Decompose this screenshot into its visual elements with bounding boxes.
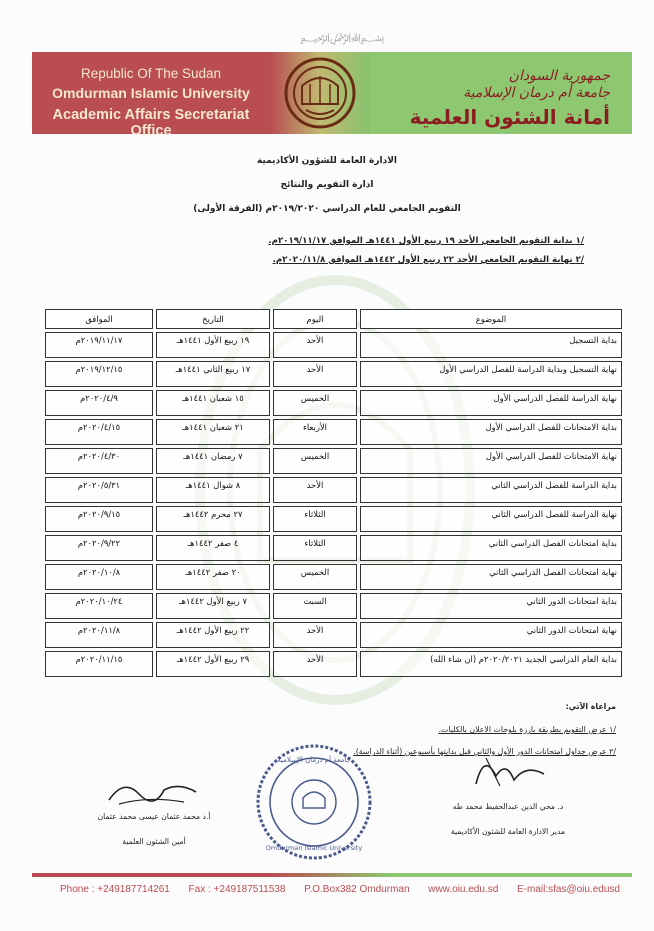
- cell-gregorian-date: ٢٠٢٠/٥/٣١م: [45, 477, 153, 503]
- signatory-name-right: د. محي الدين عبدالحفيظ محمد طه: [452, 802, 564, 811]
- cell-subject: نهاية امتحانات الدور الثاني: [360, 622, 622, 648]
- table-row: [45, 419, 622, 445]
- cell-gregorian-date: ٢٠٢٠/٤/٩م: [45, 390, 153, 416]
- republic-label-ar: جمهورية السودان: [508, 68, 610, 84]
- cell-subject: بداية الامتحانات للفصل الدراسي الأول: [360, 419, 622, 445]
- document-titles: [0, 156, 654, 224]
- cell-hijri-date: ٧ رمضان ١٤٤١هـ: [156, 448, 270, 474]
- university-emblem-icon: [282, 56, 358, 130]
- signatory-title-left: أمين الشئون العلمية: [122, 837, 186, 846]
- table-row: [45, 332, 622, 358]
- office-label-ar: أمانة الشئون العلمية: [409, 105, 610, 129]
- university-label-ar: جامعة أم درمان الإسلامية: [463, 85, 610, 101]
- cell-hijri-date: ٨ شوال ١٤٤١هـ: [156, 477, 270, 503]
- cell-subject: بداية امتحانات الفصل الدراسي الثاني: [360, 535, 622, 561]
- administration-title: الادارة العامة للشؤون الأكاديمية: [256, 156, 398, 166]
- table-row: [45, 535, 622, 561]
- table-row: [45, 448, 622, 474]
- letterhead: [32, 52, 632, 139]
- cell-gregorian-date: ٢٠٢٠/١٠/٢٤م: [45, 593, 153, 619]
- department-title: ادارة التقويم والنتائج: [280, 180, 374, 190]
- cell-hijri-date: ١٧ ربيع الثاني ١٤٤١هـ: [156, 361, 270, 387]
- calendar-title: التقويم الجامعي للعام الدراسي ٢٠١٩/٢٠٢٠م (الفرقة الأولى): [193, 204, 461, 214]
- cell-hijri-date: ٢٩ ربيع الأول ١٤٤٢هـ: [156, 651, 270, 677]
- table-row: [45, 593, 622, 619]
- cell-hijri-date: ١٥ شعبان ١٤٤١هـ: [156, 390, 270, 416]
- cell-hijri-date: ٢٢ ربيع الأول ١٤٤٢هـ: [156, 622, 270, 648]
- cell-day: الأحد: [273, 361, 357, 387]
- cell-day: الأحد: [273, 651, 357, 677]
- cell-hijri-date: ٢٠ صفر ١٤٤٢هـ: [156, 564, 270, 590]
- cell-gregorian-date: ٢٠٢٠/٤/٣٠م: [45, 448, 153, 474]
- footer: [60, 884, 620, 895]
- cell-gregorian-date: ٢٠٢٠/٤/١٥م: [45, 419, 153, 445]
- letterhead-emblem: [270, 52, 370, 134]
- cell-subject: بداية التسجيل: [360, 332, 622, 358]
- cell-subject: نهاية الدراسة للفصل الدراسي الأول: [360, 390, 622, 416]
- table-row: [45, 390, 622, 416]
- cell-hijri-date: ٢٧ محرم ١٤٤٢هـ: [156, 506, 270, 532]
- header-gregorian-date: الموافق: [45, 309, 153, 329]
- cell-day: الخميس: [273, 390, 357, 416]
- schedule-table: [42, 306, 625, 680]
- cell-gregorian-date: ٢٠٢٠/١١/١٥م: [45, 651, 153, 677]
- cell-gregorian-date: ٢٠٢٠/٩/١٥م: [45, 506, 153, 532]
- cell-subject: نهاية الامتحانات للفصل الدراسي الأول: [360, 448, 622, 474]
- table-row: [45, 506, 622, 532]
- cell-gregorian-date: ٢٠١٩/١٢/١٥م: [45, 361, 153, 387]
- cell-gregorian-date: ٢٠١٩/١١/١٧م: [45, 332, 153, 358]
- cell-day: الثلاثاء: [273, 506, 357, 532]
- signature-left: [74, 772, 234, 846]
- signatory-name-left: أ.د محمد عثمان عيسى محمد عثمان: [97, 812, 211, 821]
- cell-hijri-date: ٤ صفر ١٤٤٢هـ: [156, 535, 270, 561]
- observation-item: /١ عرض التقويم بطريقة بارزة بلوحات الاعلان بالكليات.: [438, 725, 616, 734]
- header-subject: الموضوع: [360, 309, 622, 329]
- cell-day: الثلاثاء: [273, 535, 357, 561]
- observation-item: /٢ عرض جداول امتحانات الدور الأول والثاني قبل بدايتها بأسبوعين (أثناء الدراسة).: [353, 747, 616, 756]
- header-day: اليوم: [273, 309, 357, 329]
- handwritten-signature-left: [104, 772, 204, 812]
- table-row: [45, 564, 622, 590]
- cell-gregorian-date: ٢٠٢٠/٩/٢٢م: [45, 535, 153, 561]
- stamp-text-bottom: Omdurman Islamic University: [265, 844, 363, 852]
- cell-day: الخميس: [273, 448, 357, 474]
- cell-subject: نهاية التسجيل وبداية الدراسة للفصل الدراسي الأول: [360, 361, 622, 387]
- footer-fax: Fax : +249187511538: [188, 884, 286, 895]
- signatory-title-right: مدير الادارة العامة للشئون الأكاديمية: [450, 827, 566, 836]
- header-hijri-date: التاريخ: [156, 309, 270, 329]
- cell-hijri-date: ٢١ شعبان ١٤٤١هـ: [156, 419, 270, 445]
- cell-hijri-date: ١٩ ربيع الأول ١٤٤١هـ: [156, 332, 270, 358]
- calendar-start-line: /١ بداية التقويم الجامعي الأحد ١٩ ربيع الأول ١٤٤١هـ الموافق ٢٠١٩/١١/١٧م.: [268, 236, 584, 246]
- footer-divider: [32, 873, 632, 877]
- footer-phone: Phone : +249187714261: [60, 884, 170, 895]
- table-row: [45, 651, 622, 677]
- cell-subject: بداية امتحانات الدور الثاني: [360, 593, 622, 619]
- footer-pobox: P.O.Box382 Omdurman: [304, 884, 410, 895]
- cell-day: الأحد: [273, 622, 357, 648]
- cell-gregorian-date: ٢٠٢٠/١٠/٨م: [45, 564, 153, 590]
- observations-heading: مراعاة الآتي:: [565, 702, 616, 711]
- cell-subject: بداية الدراسة للفصل الدراسي الثاني: [360, 477, 622, 503]
- university-label: Omdurman Islamic University: [52, 85, 250, 101]
- basmala-ornament: ﷽: [300, 31, 385, 44]
- table-row: [45, 622, 622, 648]
- calendar-bounds: [84, 236, 584, 274]
- footer-email[interactable]: E-mail:sfas@oiu.edusd: [516, 884, 620, 895]
- cell-subject: نهاية الدراسة للفصل الدراسي الثاني: [360, 506, 622, 532]
- handwritten-signature-right: [456, 750, 556, 790]
- office-label: Academic Affairs Secretariat Office: [52, 107, 250, 139]
- stamp-text-top: جامعة أم درمان الإسلامية: [277, 756, 351, 764]
- official-stamp: [253, 742, 375, 862]
- table-row: [45, 361, 622, 387]
- cell-subject: بداية العام الدراسي الجديد ٢٠٢٠/٢٠٢١م (ان شاء الله): [360, 651, 622, 677]
- table-header-row: [45, 309, 622, 329]
- footer-website[interactable]: www.oiu.edu.sd: [428, 884, 499, 895]
- cell-day: الأربعاء: [273, 419, 357, 445]
- signature-right: [418, 750, 598, 836]
- letterhead-arabic: [370, 52, 632, 134]
- letterhead-english: [32, 52, 270, 139]
- cell-day: الأحد: [273, 477, 357, 503]
- cell-subject: نهاية امتحانات الفصل الدراسي الثاني: [360, 564, 622, 590]
- cell-hijri-date: ٧ ربيع الأول ١٤٤٢هـ: [156, 593, 270, 619]
- calendar-end-line: /٢ نهاية التقويم الجامعي الأحد ٢٢ ربيع الأول ١٤٤٢هـ الموافق ٢٠٢٠/١١/٨م.: [272, 255, 584, 265]
- table-row: [45, 477, 622, 503]
- cell-gregorian-date: ٢٠٢٠/١١/٨م: [45, 622, 153, 648]
- cell-day: الأحد: [273, 332, 357, 358]
- cell-day: الخميس: [273, 564, 357, 590]
- republic-label: Republic Of The Sudan: [80, 66, 222, 81]
- cell-day: السبت: [273, 593, 357, 619]
